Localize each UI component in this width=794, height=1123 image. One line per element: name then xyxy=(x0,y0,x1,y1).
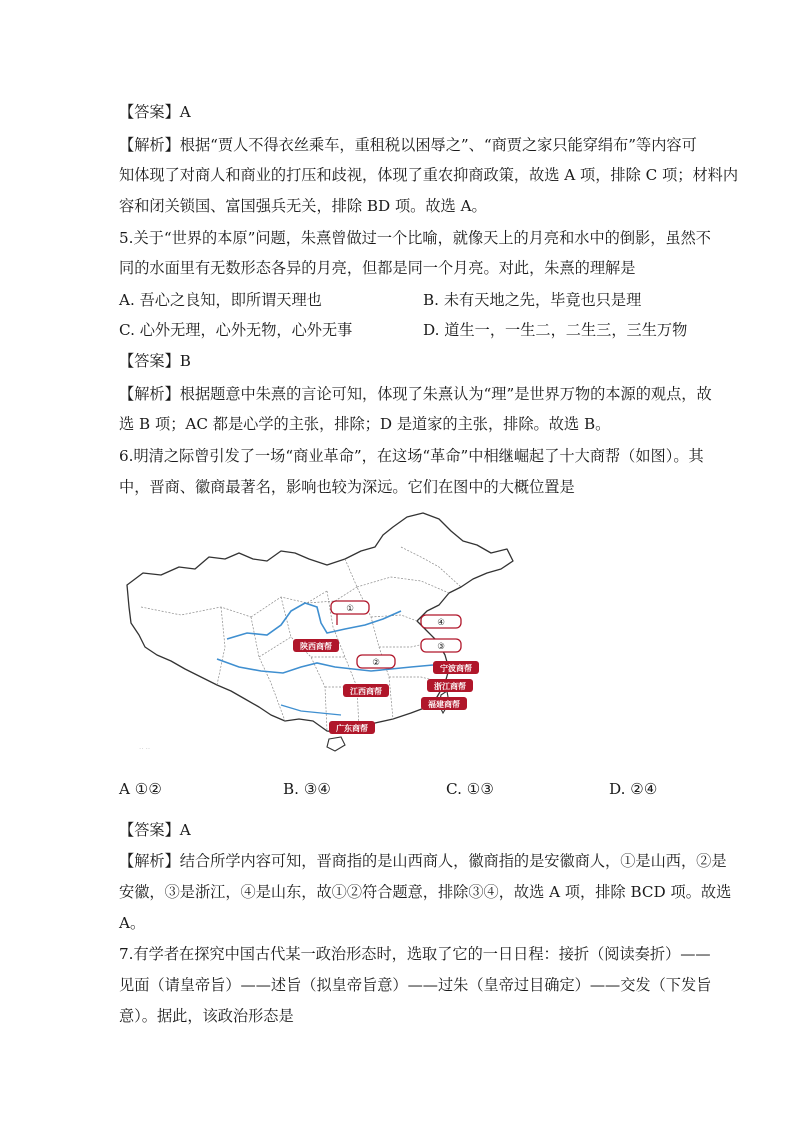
label-zhejiang-text: 浙江商帮 xyxy=(434,682,466,691)
q5-option-c: C. 心外无理，心外无物，心外无事 xyxy=(119,321,353,339)
marker-4 xyxy=(421,615,461,628)
label-ningbo-text: 宁波商帮 xyxy=(440,664,472,673)
q4-analysis-line: 【解析】根据“贾人不得衣丝乘车，重租税以困辱之”、“商贾之家只能穿绢布”等内容可 xyxy=(119,136,697,154)
marker-3-label: ③ xyxy=(437,642,445,652)
label-guangdong-text: 广东商帮 xyxy=(336,724,368,733)
label-zhejiang xyxy=(427,679,473,692)
q6-option-a: A ①② xyxy=(119,780,163,798)
q6-option-b: B. ③④ xyxy=(283,780,332,798)
label-shaanxi xyxy=(293,639,339,652)
label-ningbo xyxy=(433,661,479,674)
q5-option-b: B. 未有天地之先，毕竟也只是理 xyxy=(423,291,642,309)
marker-2 xyxy=(357,655,395,668)
q5-stem-line: 5.关于“世界的本原”问题，朱熹曾做过一个比喻，就像天上的月亮和水中的倒影，虽然不 xyxy=(119,229,711,247)
label-jiangxi-text: 江西商帮 xyxy=(350,687,382,696)
q6-stem-line: 中，晋商、徽商最著名，影响也较为深远。它们在图中的大概位置是 xyxy=(119,478,575,496)
q5-answer: 【答案】B xyxy=(119,352,191,370)
q5-analysis-line: 【解析】根据题意中朱熹的言论可知，体现了朱熹认为“理”是世界万物的本源的观点，故 xyxy=(119,385,712,403)
china-merchant-groups-map xyxy=(121,507,517,760)
q6-option-d: D. ②④ xyxy=(609,780,658,798)
q6-option-c: C. ①③ xyxy=(446,780,494,798)
label-guangdong xyxy=(329,721,375,734)
label-fujian-text: 福建商帮 xyxy=(428,700,460,709)
q5-option-d: D. 道生一，一生二，二生三，三生万物 xyxy=(423,321,688,339)
q6-analysis-line: 安徽，③是浙江，④是山东，故①②符合题意，排除③④，故选 A 项，排除 BCD 项。故选 xyxy=(119,883,732,901)
q5-stem-line: 同的水面里有无数形态各异的月亮，但都是同一个月亮。对此，朱熹的理解是 xyxy=(119,259,636,277)
q6-analysis-line: 【解析】结合所学内容可知，晋商指的是山西商人，徽商指的是安徽商人，①是山西，②是 xyxy=(119,852,727,870)
island-hainan xyxy=(327,737,345,751)
q6-stem-line: 6.明清之际曾引发了一场“商业革命”，在这场“革命”中相继崛起了十大商帮（如图）。其 xyxy=(119,447,704,465)
q7-stem-line: 7.有学者在探究中国古代某一政治形态时，选取了它的一日日程：接折（阅读奏折）—— xyxy=(119,945,711,963)
svg-text:·· ··: ·· ·· xyxy=(139,745,151,753)
q7-stem-line: 见面（请皇帝旨）——述旨（拟皇帝旨意）——过朱（皇帝过目确定）——交发（下发旨 xyxy=(119,976,712,994)
label-shaanxi-text: 陕西商帮 xyxy=(300,642,332,651)
marker-1-label: ① xyxy=(346,604,354,614)
q6-analysis-line: A。 xyxy=(119,914,146,932)
q7-stem-line: 意）。据此，该政治形态是 xyxy=(119,1007,294,1025)
q5-option-a: A. 吾心之良知，即所谓天理也 xyxy=(119,291,322,309)
marker-4-label: ④ xyxy=(437,618,445,628)
q5-analysis-line: 选 B 项；AC 都是心学的主张，排除；D 是道家的主张，排除。故选 B。 xyxy=(119,415,611,433)
marker-2-label: ② xyxy=(372,658,380,668)
label-jiangxi xyxy=(343,684,389,697)
q6-answer: 【答案】A xyxy=(119,821,191,839)
label-fujian xyxy=(421,697,467,710)
q4-analysis-line: 知体现了对商人和商业的打压和歧视，体现了重农抑商政策，故选 A 项，排除 C 项；材料内 xyxy=(119,166,739,184)
q4-answer: 【答案】A xyxy=(119,103,191,121)
q4-analysis-line: 容和闭关锁国、富国强兵无关，排除 BD 项。故选 A。 xyxy=(119,197,487,215)
marker-3 xyxy=(421,639,461,652)
